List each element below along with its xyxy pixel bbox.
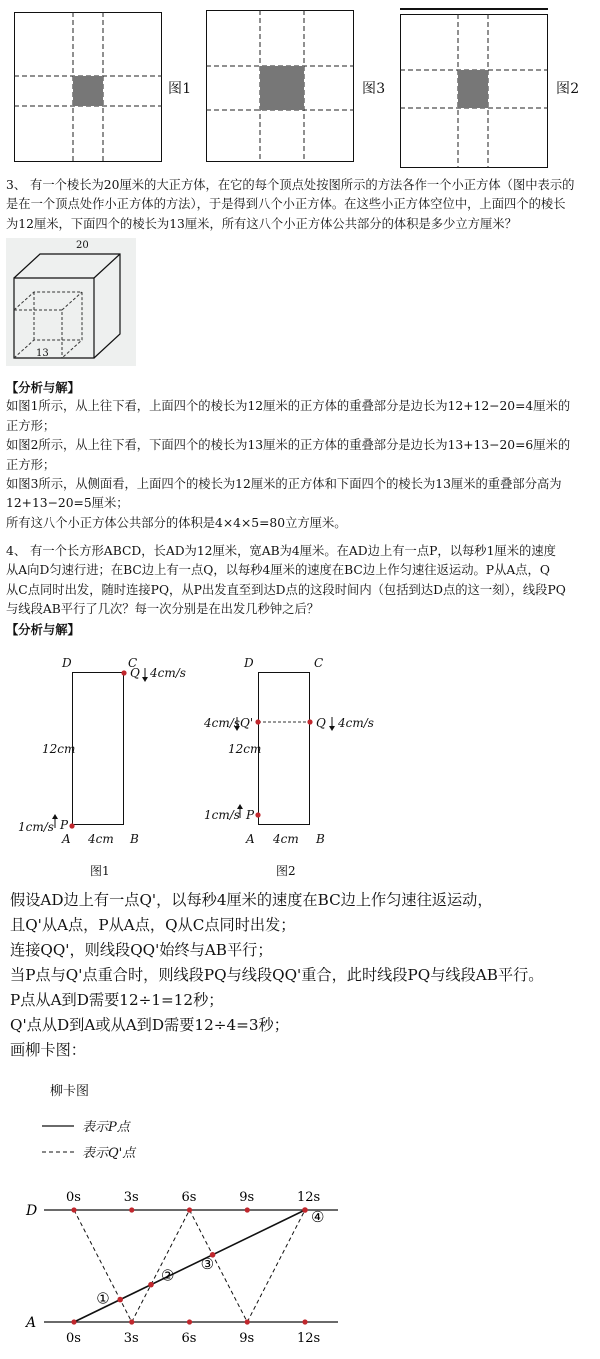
intersection-label: ② (161, 1266, 175, 1285)
q-speed: 4cm/s (150, 666, 186, 680)
legend-p-label: 表示P点 (82, 1120, 130, 1135)
bottom-tick-label: 6s (181, 1331, 197, 1346)
bottom-tick-dot (245, 1319, 250, 1324)
bottom-tick-label: 0s (66, 1331, 81, 1346)
axis-label-d: D (26, 1203, 38, 1219)
length-label: 12cm (42, 742, 76, 756)
problem-4-line: 与线段AB平行了几次？每一次分别是在出发几秒钟之后？ (6, 602, 320, 617)
top-tick-dot (129, 1207, 134, 1212)
label-c: C (128, 656, 138, 670)
top-figure-3-label: 图3 (362, 81, 386, 97)
legend-lines (40, 1118, 80, 1158)
analysis-3-line: 如图3所示，从侧面看，上面四个的棱长为12厘米的正方体和下面四个的棱长为13厘米的重叠部分高为 (6, 477, 562, 492)
intersection-dot (117, 1297, 123, 1303)
intersection-label: ③ (200, 1254, 215, 1273)
width-label: 4cm (88, 832, 114, 846)
bottom-tick-dot (129, 1319, 134, 1324)
top-tick-label: 0s (66, 1190, 81, 1205)
label-p: P (246, 808, 255, 822)
axis-label-a: A (26, 1315, 37, 1331)
bottom-tick-label: 12s (297, 1331, 321, 1346)
label-a: A (246, 832, 255, 846)
label-q: Q (316, 716, 326, 730)
top-tick-label: 6s (181, 1190, 197, 1205)
problem-4-line: 4、 有一个长方形ABCD，长AD为12厘米，宽AB为4厘米。在AD边上有一点P，以每秒1厘米的速度 (6, 544, 556, 558)
solution-4 (10, 888, 600, 1063)
top-tick-label: 9s (239, 1190, 255, 1205)
chart-title: 柳卡图 (50, 1084, 90, 1099)
label-b: B (316, 832, 325, 846)
analysis-3-line: 如图1所示，从上往下看，上面四个的棱长为12厘米的正方体的重叠部分是边长为12+12−20=4厘米的 (6, 399, 571, 414)
legend-qp-label: 表示Q'点 (82, 1146, 136, 1161)
label-d: D (244, 656, 254, 670)
intersection-dot (302, 1207, 308, 1213)
analysis-3-line: 12+13−20=5厘米； (6, 496, 129, 511)
label-b: B (130, 832, 139, 846)
rect-figure-1-caption: 图1 (90, 864, 110, 878)
bottom-tick-label: 9s (239, 1331, 255, 1346)
label-a: A (62, 832, 71, 846)
solution-4-line: 连接QQ'，则线段QQ'始终与AB平行； (10, 941, 273, 959)
solution-4-line: Q'点从D到A或从A到D需要12÷4=3秒； (10, 1016, 289, 1034)
label-d: D (62, 656, 72, 670)
top-figure-2-label: 图2 (556, 81, 580, 97)
solution-4-line: 当P点与Q'点重合时，则线段PQ与线段QQ'重合，此时线段PQ与线段AB平行。 (10, 966, 544, 984)
bottom-tick-dot (71, 1319, 76, 1324)
problem-3-line-3: 为12厘米，下面四个的棱长为13厘米，所有这八个小正方体公共部分的体积是多少立方厘米？ (6, 216, 517, 231)
q-speed: 4cm/s (338, 716, 374, 730)
problem-4-line: 从C点同时出发，随时连接PQ，从P出发直至到达D点的这段时间内（包括到达D点的这一刻），线段PQ (6, 582, 566, 597)
top-tick-dot (187, 1207, 192, 1212)
cube-bottom-label: 13 (36, 348, 49, 359)
intersection-label: ④ (311, 1208, 325, 1226)
problem-3-line-2: 是在一个顶点处作小正方体的方法），于是得到八个小正方体。在这些小正方体空位中，上面四个的棱长 (6, 197, 566, 212)
analysis-3-line: 正方形； (6, 418, 56, 433)
solution-4-line: 且Q'从A点，P从A点，Q从C点同时出发； (10, 916, 296, 934)
label-p: P (60, 818, 69, 832)
p-speed: 1cm/s (18, 820, 54, 834)
qp-speed: 4cm/s (204, 716, 240, 730)
label-q: Q (130, 666, 140, 680)
top-tick-label: 12s (297, 1190, 321, 1205)
problem-4-line: 从A向D匀速行进；在BC边上有一点Q，以每秒4厘米的速度在BC边上作匀速往返运动。P从A点，Q (6, 563, 550, 578)
width-label: 4cm (273, 832, 299, 846)
top-tick-dot (245, 1207, 250, 1212)
top-tick-label: 3s (123, 1190, 139, 1205)
analysis-4-heading: 【分析与解】 (6, 621, 80, 637)
label-c: C (314, 656, 324, 670)
bottom-tick-label: 3s (123, 1331, 139, 1346)
analysis-3-line: 如图2所示，从上往下看，下面四个的棱长为13厘米的正方体的重叠部分是边长为13+13−20=6厘米的 (6, 438, 571, 453)
label-q-prime: Q' (240, 716, 254, 730)
liuka-chart-plot (0, 1170, 600, 1359)
solution-4-line: 画柳卡图： (10, 1041, 86, 1059)
top-tick-dot (71, 1207, 76, 1212)
analysis-3-line: 所有这八个小正方体公共部分的体积是4×4×5=80立方厘米。 (6, 515, 347, 530)
p-speed: 1cm/s (204, 808, 240, 822)
rect-figure-2-caption: 图2 (276, 864, 296, 878)
bottom-tick-dot (187, 1319, 192, 1324)
length-label: 12cm (228, 742, 262, 756)
solution-4-line: 假设AD边上有一点Q'，以每秒4厘米的速度在BC边上作匀速往返运动， (10, 891, 493, 909)
bottom-tick-dot (302, 1319, 307, 1324)
top-figure-1-label: 图1 (168, 81, 192, 97)
intersection-label: ① (96, 1289, 110, 1308)
analysis-3-heading: 【分析与解】 (6, 380, 80, 395)
solution-4-line: P点从A到D需要12÷1=12秒； (10, 991, 224, 1009)
problem-3-line-1: 3、 有一个棱长为20厘米的大正方体，在它的每个顶点处按图所示的方法各作一个小正方体（图中表示的 (6, 178, 575, 192)
intersection-dot (148, 1282, 154, 1288)
analysis-3-line: 正方形； (6, 457, 56, 472)
cube-top-label: 20 (76, 240, 89, 251)
